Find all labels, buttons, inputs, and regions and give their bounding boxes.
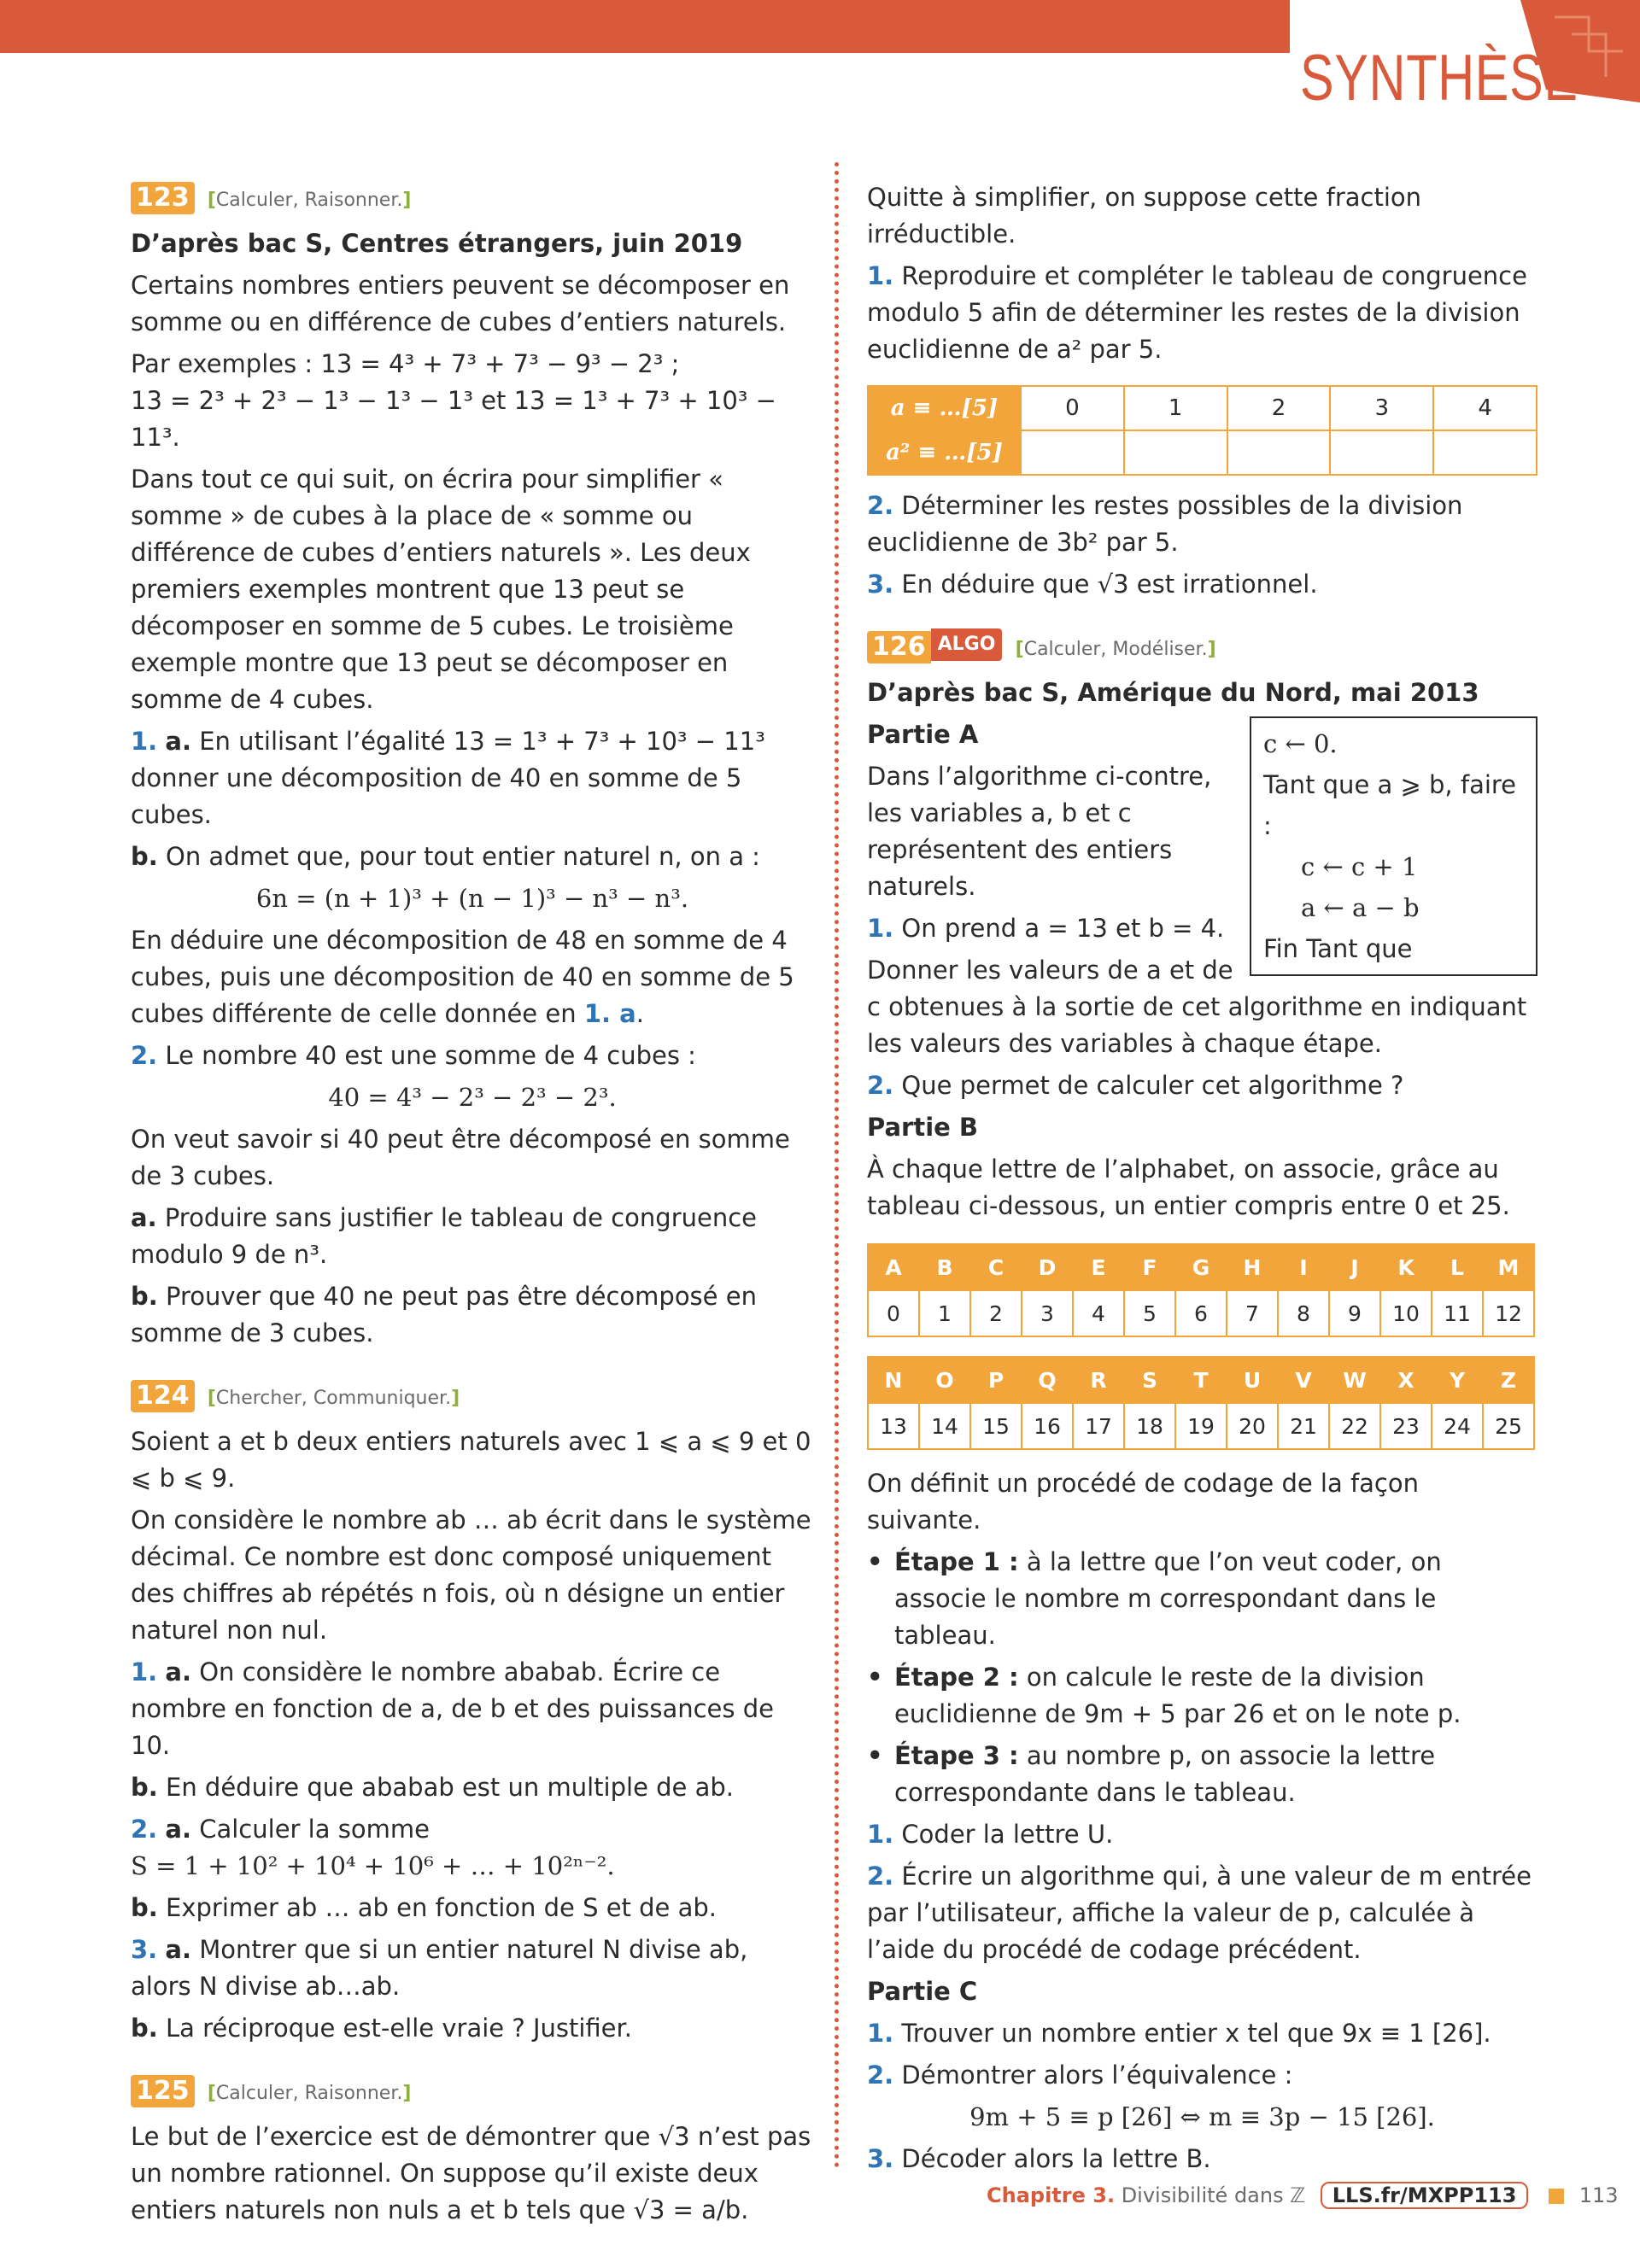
equation: 6n = (n + 1)³ + (n − 1)³ − n³ − n³. xyxy=(255,884,689,913)
congruence-table xyxy=(867,385,1538,476)
question-b2: 2. Écrire un algorithme qui, à une valeur de m entrée par l’utilisateur, affiche la valeur de p, calculée à l’aide du procédé de codage précédent. xyxy=(867,1862,1532,1964)
number-cell: 16 xyxy=(1022,1403,1073,1449)
part-b-title: Partie B xyxy=(867,1113,979,1142)
example-1: Par exemples : 13 = 4³ + 7³ + 7³ − 9³ − 2³ ; xyxy=(131,349,680,378)
paragraph: Certains nombres entiers peuvent se décomposer en somme ou en différence de cubes d’entiers naturels. xyxy=(131,271,790,336)
algorithm-box xyxy=(1250,716,1538,976)
page-number: 113 xyxy=(1578,2183,1619,2207)
right-column xyxy=(867,179,1538,2183)
letter-cell: K xyxy=(1380,1244,1432,1290)
question-2b: b. Prouver que 40 ne peut pas être décomposé en somme de 3 cubes. xyxy=(131,1282,757,1347)
letter-cell: R xyxy=(1073,1357,1124,1403)
footer xyxy=(987,2182,1619,2209)
algo-line: a ← a − b xyxy=(1301,893,1420,922)
question-c2: 2. Démontrer alors l’équivalence : xyxy=(867,2060,1293,2090)
example-2: 13 = 2³ + 2³ − 1³ − 1³ − 1³ et 13 = 1³ + 7³ + 10³ − 11³. xyxy=(131,386,776,452)
exercise-126-header xyxy=(867,628,1538,668)
number-cell: 6 xyxy=(1175,1290,1227,1336)
exercise-number: 125 xyxy=(131,2075,195,2107)
resource-link[interactable]: LLS.fr/MXPP113 xyxy=(1321,2182,1529,2209)
letter-cell: J xyxy=(1329,1244,1380,1290)
question-2b: b. Exprimer ab … ab en fonction de S et de ab. xyxy=(131,1893,717,1922)
exercise-title: D’après bac S, Amérique du Nord, mai 2013 xyxy=(867,678,1479,707)
equation: 9m + 5 ≡ p [26] ⇔ m ≡ 3p − 15 [26]. xyxy=(969,2102,1435,2131)
number-cell: 17 xyxy=(1073,1403,1124,1449)
exercise-title: D’après bac S, Centres étrangers, juin 2019 xyxy=(131,229,743,258)
number-cell: 1 xyxy=(919,1290,970,1336)
letter-cell: T xyxy=(1175,1357,1227,1403)
question-1: 1. Reproduire et compléter le tableau de congruence modulo 5 afin de déterminer les restes de la division euclidienne de a² par 5. xyxy=(867,261,1527,364)
row-label: a² ≡ …[5] xyxy=(868,430,1021,475)
paragraph: On définit un procédé de codage de la façon suivante. xyxy=(867,1469,1420,1534)
chapter-title: Divisibilité dans ℤ xyxy=(1121,2183,1306,2207)
letters-table-1 xyxy=(867,1243,1535,1337)
letter-cell: O xyxy=(919,1357,970,1403)
question-1a: 1. a. En utilisant l’égalité 13 = 1³ + 7³ + 10³ − 11³ donner une décomposition de 40 en somme de 5 cubes. xyxy=(131,727,765,829)
question-3: 3. En déduire que √3 est irrationnel. xyxy=(867,570,1318,599)
part-c-title: Partie C xyxy=(867,1977,978,2006)
letter-cell: Z xyxy=(1483,1357,1534,1403)
skills: [Calculer, Modéliser.] xyxy=(1015,639,1216,660)
paragraph: Dans l’algorithme ci-contre, les variables a, b et c représentent des entiers naturels. xyxy=(867,762,1212,901)
algo-line: Fin Tant que xyxy=(1263,934,1413,963)
column-separator xyxy=(835,162,839,2169)
skills: [Chercher, Communiquer.] xyxy=(207,1388,460,1409)
algo-line: c ← c + 1 xyxy=(1301,852,1418,881)
paragraph: Soient a et b deux entiers naturels avec 1 ⩽ a ⩽ 9 et 0 ⩽ b ⩽ 9. xyxy=(131,1427,811,1493)
paragraph: Quitte à simplifier, on suppose cette fraction irréductible. xyxy=(867,183,1422,248)
letter-cell: L xyxy=(1432,1244,1483,1290)
question-1b: b. On admet que, pour tout entier naturel n, on a : xyxy=(131,842,760,871)
question-a1-cont: Donner les valeurs de a et de c obtenues à la sortie de cet algorithme en indiquant les valeurs des variables à chaque étape. xyxy=(867,956,1527,1058)
header-bar xyxy=(0,0,1290,53)
question-1b-cont: En déduire une décomposition de 48 en somme de 4 cubes, puis une décomposition de 40 en somme de 5 cubes différente de celle donnée en 1. a. xyxy=(131,926,794,1028)
letter-cell: B xyxy=(919,1244,970,1290)
number-cell: 24 xyxy=(1432,1403,1483,1449)
exercise-125-header xyxy=(131,2072,814,2112)
question-c1: 1. Trouver un nombre entier x tel que 9x ≡ 1 [26]. xyxy=(867,2019,1491,2048)
question-2a: 2. a. Calculer la somme xyxy=(131,1815,430,1844)
number-cell: 23 xyxy=(1380,1403,1432,1449)
skills: [Calculer, Raisonner.] xyxy=(207,190,412,211)
question-1b: b. En déduire que ababab est un multiple de ab. xyxy=(131,1773,734,1802)
letter-cell: A xyxy=(868,1244,919,1290)
number-cell: 3 xyxy=(1022,1290,1073,1336)
letter-cell: Y xyxy=(1432,1357,1483,1403)
letter-cell: S xyxy=(1124,1357,1175,1403)
exercise-number: 124 xyxy=(131,1380,195,1412)
exercise-number: 123 xyxy=(131,182,195,214)
question-2: 2. Déterminer les restes possibles de la division euclidienne de 3b² par 5. xyxy=(867,491,1463,557)
number-cell: 12 xyxy=(1483,1290,1534,1336)
letter-cell: P xyxy=(970,1357,1022,1403)
number-cell: 2 xyxy=(970,1290,1022,1336)
empty-cell xyxy=(1021,430,1124,475)
cell: 1 xyxy=(1124,386,1227,430)
algo-line: Tant que a ⩾ b, faire : xyxy=(1263,770,1517,840)
empty-cell xyxy=(1124,430,1227,475)
cell: 2 xyxy=(1227,386,1331,430)
number-cell: 22 xyxy=(1329,1403,1380,1449)
letter-cell: N xyxy=(868,1357,919,1403)
left-column xyxy=(131,179,814,2234)
question-a1: 1. On prend a = 13 et b = 4. xyxy=(867,914,1225,943)
letter-cell: X xyxy=(1380,1357,1432,1403)
part-a-title: Partie A xyxy=(867,720,979,749)
number-cell: 9 xyxy=(1329,1290,1380,1336)
cell: 0 xyxy=(1021,386,1124,430)
paragraph: Dans tout ce qui suit, on écrira pour simplifier « somme » de cubes à la place de « somme ou différence de cubes d’entiers naturels ». Les deux premiers exemples montrent que 13 peut se décomposer en somme de 5 cubes. Le troisième exemple montre que 13 peut se décomposer en somme de 4 cubes. xyxy=(131,465,751,714)
number-cell: 4 xyxy=(1073,1290,1124,1336)
letters-table-2 xyxy=(867,1356,1535,1450)
chapter-label: Chapitre 3. xyxy=(987,2183,1116,2207)
question-3a: 3. a. Montrer que si un entier naturel N divise ab, alors N divise ab…ab. xyxy=(131,1935,748,2001)
letter-cell: C xyxy=(970,1244,1022,1290)
number-cell: 13 xyxy=(868,1403,919,1449)
paragraph: Le but de l’exercice est de démontrer que √3 n’est pas un nombre rationnel. On suppose qu’il existe deux entiers naturels non nuls a et b tels que √3 = a/b. xyxy=(131,2122,811,2224)
letter-cell: Q xyxy=(1022,1357,1073,1403)
empty-cell xyxy=(1227,430,1331,475)
question-2a: a. Produire sans justifier le tableau de congruence modulo 9 de n³. xyxy=(131,1203,758,1269)
step-3: • Étape 3 : au nombre p, on associe la lettre correspondante dans le tableau. xyxy=(867,1738,1538,1811)
question-1a: 1. a. On considère le nombre ababab. Écrire ce nombre en fonction de a, de b et des puissances de 10. xyxy=(131,1657,774,1760)
number-cell: 7 xyxy=(1227,1290,1278,1336)
question-c3: 3. Décoder alors la lettre B. xyxy=(867,2144,1211,2173)
letter-cell: U xyxy=(1227,1357,1278,1403)
letter-cell: M xyxy=(1483,1244,1534,1290)
number-cell: 10 xyxy=(1380,1290,1432,1336)
number-cell: 20 xyxy=(1227,1403,1278,1449)
algo-badge: ALGO xyxy=(931,628,1003,661)
algo-line: c ← 0. xyxy=(1263,729,1338,758)
exercise-123-header xyxy=(131,179,814,219)
paragraph: On veut savoir si 40 peut être décomposé en somme de 3 cubes. xyxy=(131,1125,790,1190)
question-a2: 2. Que permet de calculer cet algorithme ? xyxy=(867,1071,1404,1100)
number-cell: 21 xyxy=(1278,1403,1329,1449)
step-1: • Étape 1 : à la lettre que l’on veut coder, on associe le nombre m correspondant dans le tableau. xyxy=(867,1544,1538,1654)
number-cell: 15 xyxy=(970,1403,1022,1449)
letter-cell: D xyxy=(1022,1244,1073,1290)
page-title: SYNTHÈSE xyxy=(1300,42,1578,114)
row-label: a ≡ …[5] xyxy=(868,386,1021,430)
equation: S = 1 + 10² + 10⁴ + 10⁶ + … + 10²ⁿ⁻². xyxy=(131,1851,615,1880)
empty-cell xyxy=(1433,430,1537,475)
question-b1: 1. Coder la lettre U. xyxy=(867,1820,1114,1849)
letter-cell: E xyxy=(1073,1244,1124,1290)
cell: 3 xyxy=(1330,386,1433,430)
exercise-124-header xyxy=(131,1377,814,1417)
question-3b: b. La réciproque est-elle vraie ? Justifier. xyxy=(131,2014,633,2043)
paragraph: À chaque lettre de l’alphabet, on associe, grâce au tableau ci-dessous, un entier compris entre 0 et 25. xyxy=(867,1154,1510,1220)
number-cell: 11 xyxy=(1432,1290,1483,1336)
number-cell: 5 xyxy=(1124,1290,1175,1336)
square-icon xyxy=(1549,2189,1564,2204)
question-2: 2. Le nombre 40 est une somme de 4 cubes : xyxy=(131,1041,696,1070)
letter-cell: V xyxy=(1278,1357,1329,1403)
letter-cell: F xyxy=(1124,1244,1175,1290)
number-cell: 25 xyxy=(1483,1403,1534,1449)
number-cell: 14 xyxy=(919,1403,970,1449)
number-cell: 18 xyxy=(1124,1403,1175,1449)
letter-cell: I xyxy=(1278,1244,1329,1290)
paragraph: On considère le nombre ab … ab écrit dans le système décimal. Ce nombre est donc composé uniquement des chiffres ab répétés n fois, où n désigne un entier naturel non nul. xyxy=(131,1505,811,1645)
step-2: • Étape 2 : on calcule le reste de la division euclidienne de 9m + 5 par 26 et on le note p. xyxy=(867,1659,1538,1733)
number-cell: 8 xyxy=(1278,1290,1329,1336)
number-cell: 0 xyxy=(868,1290,919,1336)
exercise-number: 126 xyxy=(867,631,931,663)
empty-cell xyxy=(1330,430,1433,475)
equation: 40 = 4³ − 2³ − 2³ − 2³. xyxy=(328,1083,617,1112)
cell: 4 xyxy=(1433,386,1537,430)
number-cell: 19 xyxy=(1175,1403,1227,1449)
letter-cell: G xyxy=(1175,1244,1227,1290)
skills: [Calculer, Raisonner.] xyxy=(207,2083,412,2104)
letter-cell: W xyxy=(1329,1357,1380,1403)
letter-cell: H xyxy=(1227,1244,1278,1290)
